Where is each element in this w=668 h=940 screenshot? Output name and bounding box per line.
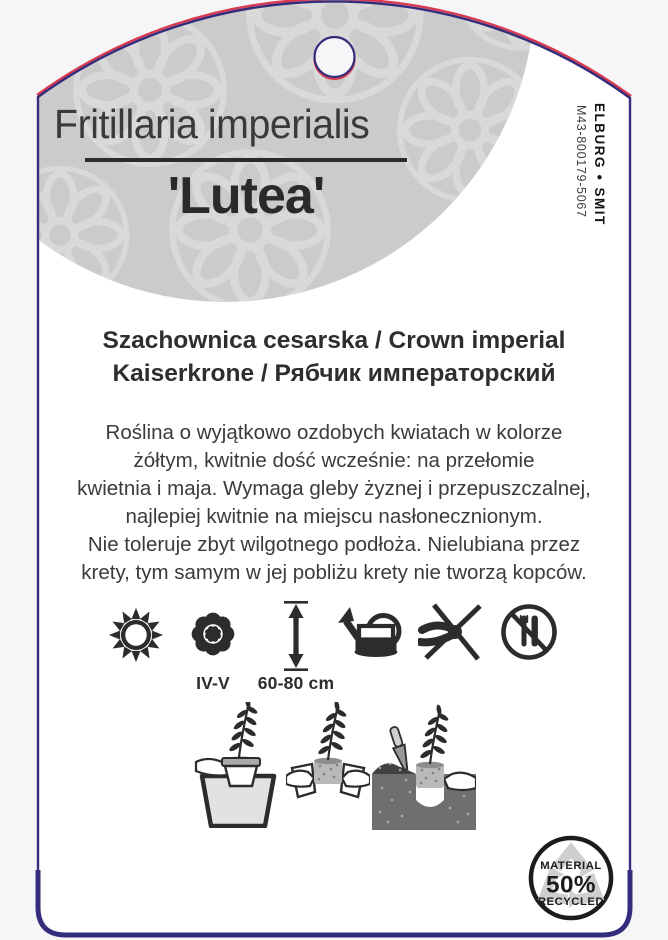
illustration-soak-pot <box>188 702 288 828</box>
sun-icon <box>108 607 164 663</box>
description-line: żółtym, kwitnie dość wcześnie: na przełomie <box>133 449 535 472</box>
brand-right: SMIT <box>592 187 607 226</box>
recycled-material-badge <box>526 833 616 923</box>
brand-logo-icon: ● <box>594 172 605 185</box>
common-names-line1: Szachownica cesarska / Crown imperial <box>102 327 566 354</box>
badge-material-text: MATERIAL <box>540 860 602 872</box>
plant-genus-title: Fritillaria imperialis <box>54 101 370 147</box>
description-line: krety, tym samym w jej pobliżu krety nie tworzą kopców. <box>81 561 587 584</box>
hanging-hole <box>315 37 355 79</box>
pruning-shears-icon <box>418 600 486 664</box>
illustration-plant-in-ground <box>372 700 476 830</box>
description-line: najlepiej kwitnie na miejscu nasłonecznionym. <box>125 505 543 528</box>
flower-icon <box>186 607 240 661</box>
brand-name <box>592 103 607 253</box>
cultivar-name: 'Lutea' <box>167 167 325 225</box>
brand-left: ELBURG <box>592 103 607 169</box>
illustration-remove-pot <box>286 702 370 828</box>
no-cutlery-icon <box>498 601 560 663</box>
watering-can-icon <box>338 602 408 664</box>
badge-recycled-text: RECYCLED <box>537 896 605 908</box>
title-divider <box>85 158 407 162</box>
description-line: Nie toleruje zbyt wilgotnego podłoża. Nielubiana przez <box>87 533 581 556</box>
common-names <box>38 324 630 390</box>
bloom-period-label: IV-V <box>196 673 230 693</box>
description-line: kwietnia i maja. Wymaga gleby żyznej i przepuszczalnej, <box>77 477 591 500</box>
article-code: M43-800179-5067 <box>574 105 588 218</box>
description <box>38 419 630 587</box>
badge-percent-text: 50% <box>546 871 596 899</box>
height-label: 60-80 cm <box>257 673 335 693</box>
description-line: Roślina o wyjątkowo ozdobych kwiatach w kolorze <box>105 421 563 444</box>
height-arrow-icon <box>282 601 310 671</box>
common-names-line2: Kaiserkrone / Рябчик императорский <box>112 360 556 387</box>
